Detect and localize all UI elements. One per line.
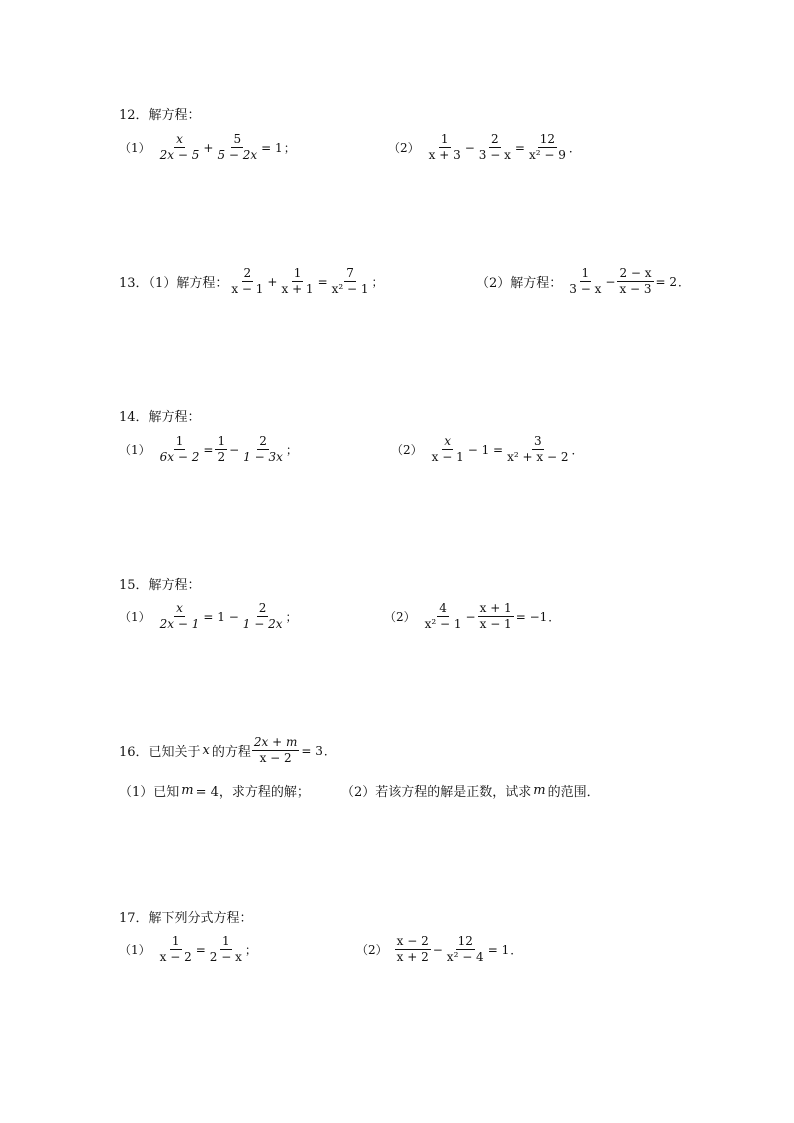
problem-15-part-2: （2） $\frac{4}{\text{x² − 1}}$ − $\frac{x + 1}{x - 1}$ = −1 ． [384, 601, 561, 631]
problem-16-statement: 16．已知关于 x 的方程 $\frac{2x + m}{x - 2}$ = 3 ． [119, 735, 336, 765]
part-label: （1） [119, 943, 151, 957]
problem-17-part-2: （2） $\frac{x - 2}{x + 2}$ − $\frac{12}{\text{x² − 4}}$ = 1 ． [356, 934, 523, 964]
part-label: （1） [119, 141, 151, 155]
fraction: $\frac{1}{3 - x}$ [569, 266, 602, 296]
fraction: $\frac{2}{1 - 3x}$ [243, 434, 283, 464]
fraction: $\frac{1}{x + 1}$ [281, 266, 314, 296]
problem-14-part-1: （1） $\frac{1}{6x - 2}$ = $\frac{1}{2}$ − $\frac{2}{1 - 3x}$ ； [119, 434, 298, 464]
fraction: $\frac{x + 1}{x - 1}$ [479, 601, 512, 631]
problem-13-title: 13．（1）解方程： [119, 276, 229, 291]
problem-13-part-1: 13．（1）解方程： $\frac{2}{x - 1}$ + $\frac{1}{x + 1}$ = $\frac{7}{\text{x² − 1}}$ ； [119, 266, 384, 296]
fraction: $\frac{1}{2}$ [217, 434, 226, 464]
problem-14-part-2: （2） $\frac{x}{x - 1}$ − 1 = $\frac{3}{\text{x² + x − 2}}$ ． [391, 434, 584, 464]
problem-17-part-1: （1） $\frac{1}{x - 2}$ = $\frac{1}{2 - x}$ ； [119, 934, 257, 964]
fraction: $\frac{2 - x}{x - 3}$ [619, 266, 652, 296]
part-label: （1） [119, 443, 151, 457]
fraction: $\frac{2}{3 - x}$ [478, 132, 511, 162]
problem-14-title: 14．解方程： [119, 410, 201, 425]
fraction: $\frac{2x + m}{x - 2}$ [253, 735, 298, 765]
fraction: $\frac{3}{\text{x² + x − 2}}$ [507, 434, 569, 464]
fraction: $\frac{1}{x - 2}$ [159, 934, 192, 964]
problem-12-part-1: （1） $\frac{x}{2x - 5}$ + $\frac{5}{5 - 2x}$ = 1 ； [119, 132, 296, 162]
fraction: $\frac{x}{2x - 1}$ [159, 601, 200, 631]
problem-13-part-2: （2）解方程： $\frac{1}{3 - x}$ − $\frac{2 - x}{x - 3}$ = 2 ． [476, 266, 691, 296]
problem-16-question-2: （2）若该方程的解是正数，试求 m 的范围． [341, 783, 600, 800]
fraction: $\frac{1}{2 - x}$ [209, 934, 242, 964]
fraction: $\frac{x - 2}{x + 2}$ [396, 934, 429, 964]
problem-12-title: 12．解方程： [119, 108, 201, 123]
part-label: （2） [356, 943, 388, 957]
part-label: （2）解方程： [476, 276, 563, 291]
fraction: $\frac{1}{x + 3}$ [428, 132, 461, 162]
problem-15-part-1: （1） $\frac{x}{2x - 1}$ = 1 − $\frac{2}{1 - 2x}$ ； [119, 601, 298, 631]
problem-15-title: 15．解方程： [119, 578, 201, 593]
fraction: $\frac{x}{x - 1}$ [431, 434, 464, 464]
fraction: $\frac{7}{\text{x² − 1}}$ [331, 266, 369, 296]
problem-16-title: 16．已知关于 [119, 745, 201, 760]
fraction: $\frac{12}{\text{x² − 4}}$ [446, 934, 484, 964]
part-label: （2） [384, 610, 416, 624]
fraction: $\frac{2}{1 - 2x}$ [242, 601, 283, 631]
fraction: $\frac{x}{2x - 5}$ [159, 132, 200, 162]
problem-12-part-2: （2） $\frac{1}{x + 3}$ − $\frac{2}{3 - x}$ = $\frac{12}{\text{x² − 9}}$ ． [388, 132, 581, 162]
problem-17-title: 17．解下列分式方程： [119, 911, 253, 926]
problem-16-question-1: （1）已知 m = 4，求方程的解； [119, 783, 310, 800]
fraction: $\frac{12}{\text{x² − 9}}$ [528, 132, 566, 162]
part-label: （2） [388, 141, 420, 155]
fraction: $\frac{4}{\text{x² − 1}}$ [424, 601, 462, 631]
part-label: （1） [119, 610, 151, 624]
part-label: （2） [391, 443, 423, 457]
fraction: $\frac{1}{6x - 2}$ [159, 434, 200, 464]
fraction: $\frac{2}{x - 1}$ [231, 266, 264, 296]
fraction: $\frac{5}{5 - 2x}$ [217, 132, 258, 162]
